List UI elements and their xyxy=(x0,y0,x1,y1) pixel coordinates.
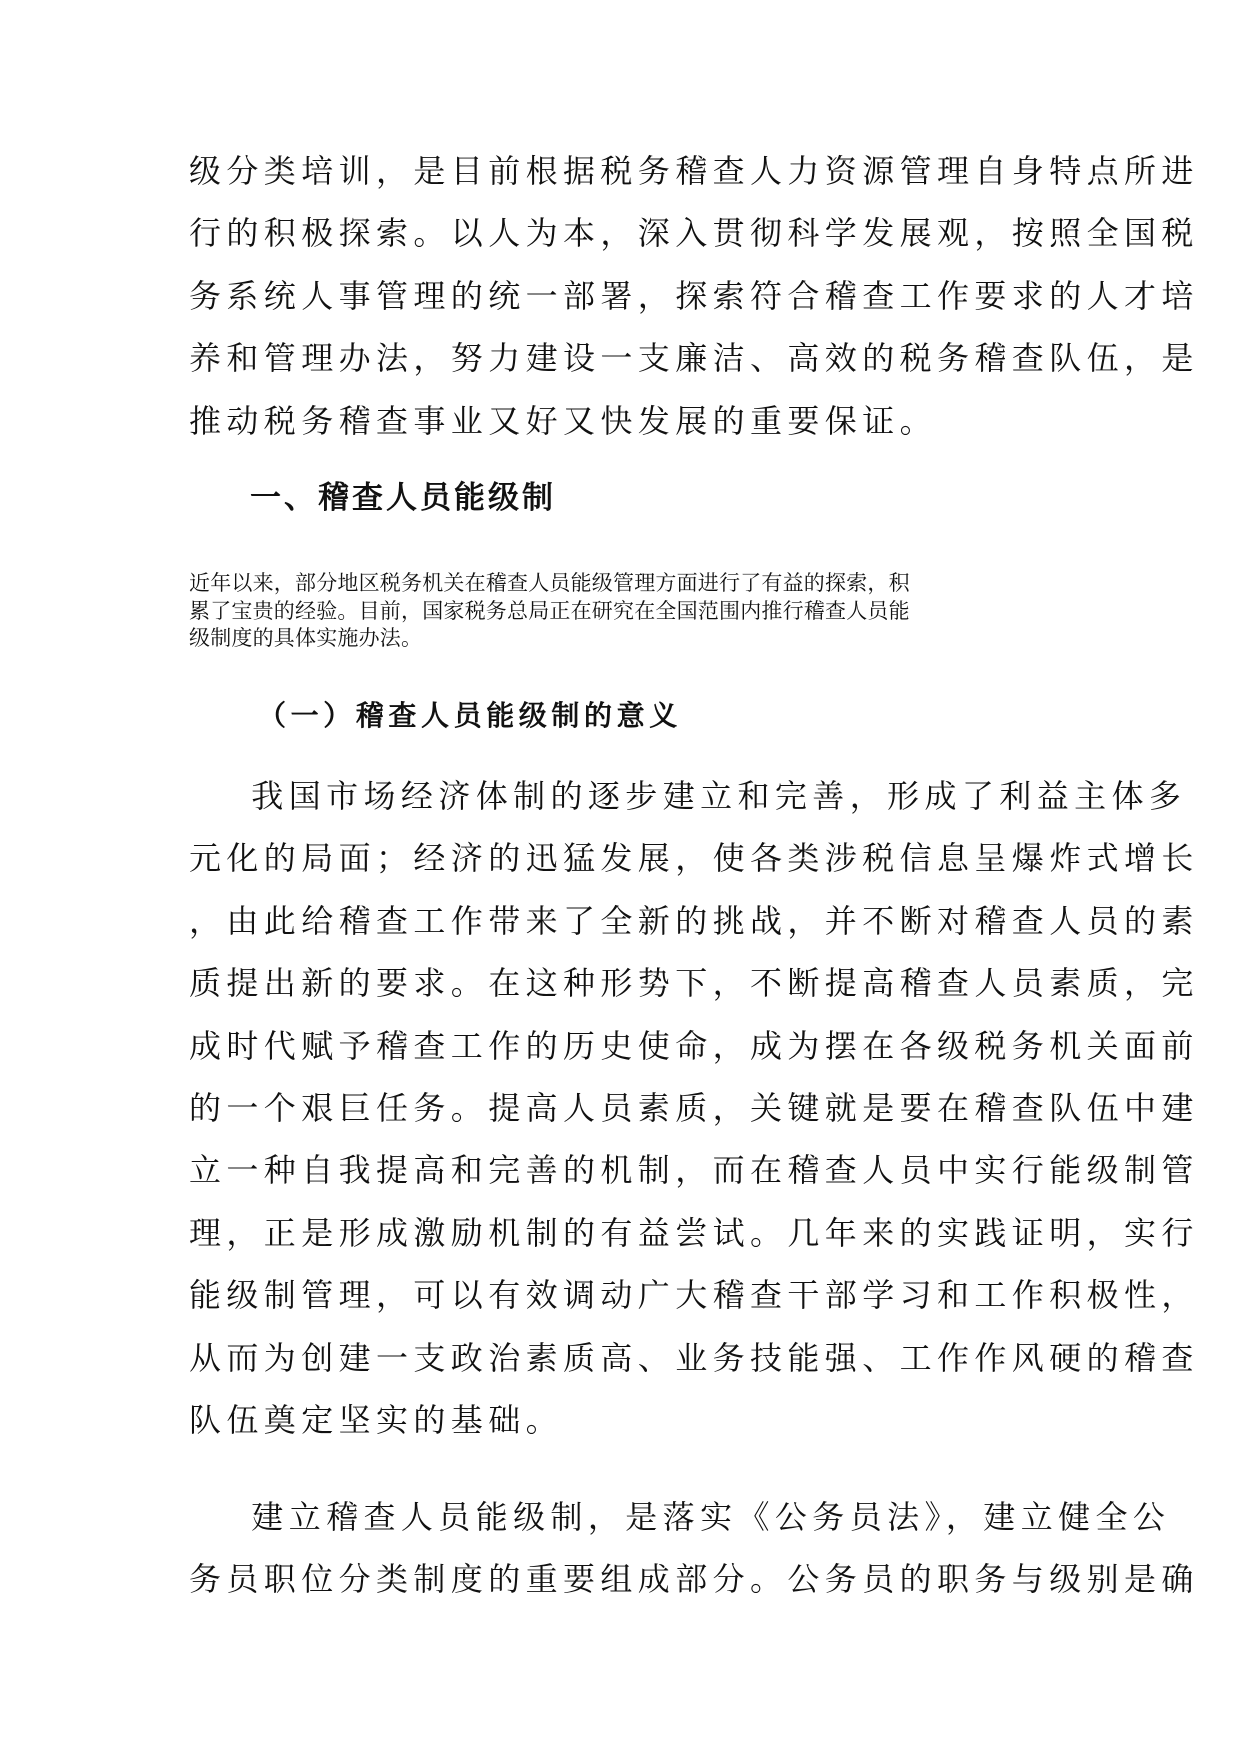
meaning-line: 从而为创建一支政治素质高、业务技能强、工作作风硬的稽查 xyxy=(189,1338,1199,1377)
meaning-line: 立一种自我提高和完善的机制，而在稽查人员中实行能级制管 xyxy=(189,1151,1199,1190)
meaning-line: 队伍奠定坚实的基础。 xyxy=(189,1401,564,1440)
note-paragraph xyxy=(189,570,1045,653)
note-line: 累了宝贵的经验。目前，国家税务总局正在研究在全国范围内推行稽查人员能 xyxy=(189,598,910,623)
intro-line: 行的积极探索。以人为本，深入贯彻科学发展观，按照全国税 xyxy=(189,214,1199,253)
intro-line: 级分类培训，是目前根据税务稽查人力资源管理自身特点所进 xyxy=(189,152,1199,190)
meaning-line: 能级制管理，可以有效调动广大稽查干部学习和工作积极性， xyxy=(189,1276,1199,1315)
meaning-line: 元化的局面；经济的迅猛发展，使各类涉税信息呈爆炸式增长 xyxy=(189,839,1199,878)
section-heading: 一、稽查人员能级制 xyxy=(250,480,556,516)
law-paragraph xyxy=(189,1486,1199,1611)
intro-line: 养和管理办法，努力建设一支廉洁、高效的税务稽查队伍，是 xyxy=(189,339,1199,378)
law-line: 建立稽查人员能级制，是落实《公务员法》，建立健全公 xyxy=(189,1498,1171,1536)
meaning-line: 的一个艰巨任务。提高人员素质，关键就是要在稽查队伍中建 xyxy=(189,1089,1199,1128)
intro-line: 推动税务稽查事业又好又快发展的重要保证。 xyxy=(189,401,938,440)
note-line: 近年以来，部分地区税务机关在稽查人员能级管理方面进行了有益的探索，积 xyxy=(189,571,910,595)
meaning-paragraph xyxy=(189,765,1199,1451)
meaning-line: ，由此给稽查工作带来了全新的挑战，并不断对稽查人员的素 xyxy=(189,901,1199,940)
meaning-line: 成时代赋予稽查工作的历史使命，成为摆在各级税务机关面前 xyxy=(189,1026,1199,1065)
subsection-heading: （一）稽查人员能级制的意义 xyxy=(258,699,682,732)
law-line: 务员职位分类制度的重要组成部分。公务员的职务与级别是确 xyxy=(189,1560,1199,1599)
meaning-line: 我国市场经济体制的逐步建立和完善，形成了利益主体多 xyxy=(189,777,1187,815)
note-line: 级制度的具体实施办法。 xyxy=(189,626,423,650)
intro-line: 务系统人事管理的统一部署，探索符合稽查工作要求的人才培 xyxy=(189,276,1199,315)
meaning-line: 质提出新的要求。在这种形势下，不断提高稽查人员素质，完 xyxy=(189,964,1199,1003)
meaning-line: 理，正是形成激励机制的有益尝试。几年来的实践证明，实行 xyxy=(189,1213,1199,1252)
intro-paragraph xyxy=(189,140,1199,452)
